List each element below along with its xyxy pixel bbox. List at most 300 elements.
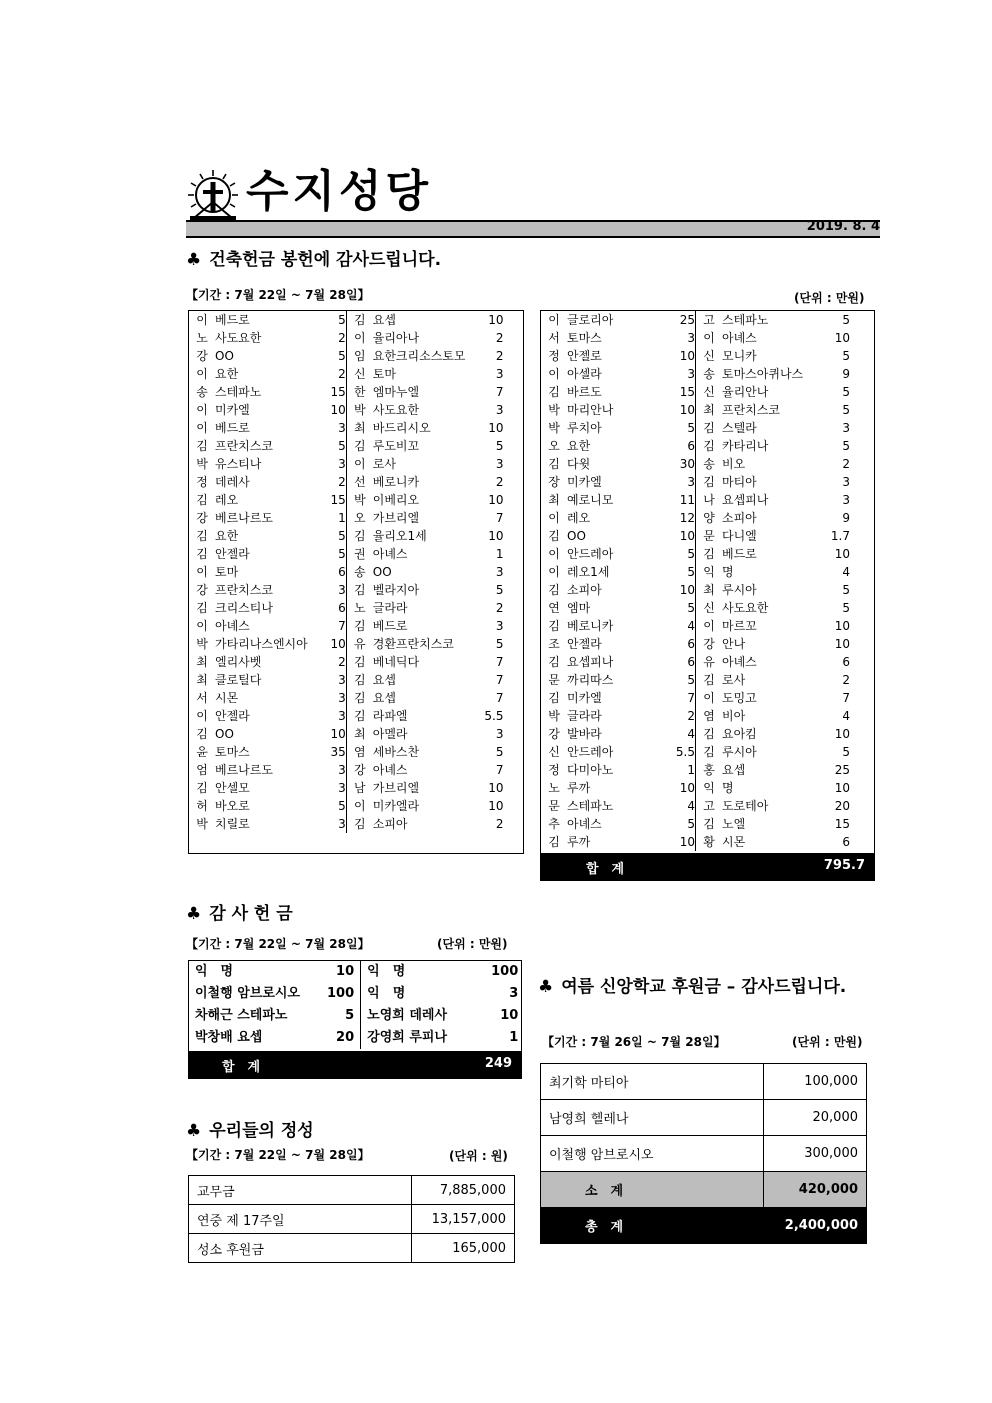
donor-amount: 10 — [679, 349, 695, 363]
donor-surname: 김 — [196, 493, 208, 507]
donor-surname: 김 — [346, 437, 373, 455]
donor-surname: 최 — [346, 725, 373, 743]
donor-amount: 3 — [338, 421, 346, 435]
donor-surname: 신 — [696, 599, 723, 617]
donor-baptismal-name: 요셉피나 — [722, 493, 769, 507]
donor-surname: 박 — [196, 637, 208, 651]
devotion-amount: 7,885,000 — [412, 1176, 515, 1205]
donor-surname: 김 — [696, 743, 723, 761]
donor-baptismal-name: 아셀라 — [567, 367, 602, 381]
donor-baptismal-name: 라파엘 — [372, 709, 408, 723]
donor-surname: 강 — [548, 727, 560, 741]
donor-amount: 5 — [495, 637, 504, 651]
donor-row — [189, 455, 504, 473]
donor-baptismal-name: 베로니카 — [567, 619, 614, 633]
donor-baptismal-name: 율리오1세 — [372, 529, 427, 543]
donor-surname: 이 — [696, 329, 723, 347]
donor-amount: 3 — [687, 475, 695, 489]
donor-baptismal-name: 스테파노 — [722, 313, 769, 327]
offering-amount: 10 — [336, 964, 355, 979]
sponsor-row — [541, 1064, 867, 1100]
donor-row — [541, 689, 850, 707]
donor-baptismal-name: 아멜라 — [372, 727, 408, 741]
donor-row — [541, 743, 850, 761]
donor-surname: 양 — [696, 509, 723, 527]
donor-baptismal-name: 요한 — [215, 529, 239, 543]
offering-row — [189, 1027, 524, 1049]
donor-baptismal-name: 아녜스 — [722, 655, 757, 669]
donor-amount: 3 — [338, 763, 346, 777]
donor-amount: 5.5 — [484, 709, 504, 723]
donor-baptismal-name: 치릴로 — [215, 817, 250, 831]
donor-baptismal-name: 마리안나 — [567, 403, 614, 417]
donor-amount: 4 — [842, 565, 850, 579]
donor-baptismal-name: 루도비꼬 — [372, 439, 420, 453]
summer-school-unit: (단위 : 만원) — [792, 1035, 863, 1049]
donor-surname: 송 — [696, 455, 723, 473]
donor-amount: 4 — [687, 619, 695, 633]
donor-baptismal-name: 노엘 — [722, 817, 746, 831]
donor-baptismal-name: 이베리오 — [372, 493, 420, 507]
sponsor-row — [541, 1100, 867, 1136]
donor-amount: 2 — [338, 655, 346, 669]
donor-surname: 이 — [346, 329, 373, 347]
donor-amount: 5 — [338, 547, 346, 561]
donor-baptismal-name: 루치아 — [567, 421, 602, 435]
donor-surname: 김 — [696, 437, 723, 455]
donor-baptismal-name: 명 — [722, 565, 734, 579]
donor-amount: 10 — [488, 781, 504, 795]
donor-amount: 6 — [338, 565, 346, 579]
donor-row — [541, 725, 850, 743]
donor-baptismal-name: 가브리엘 — [372, 781, 420, 795]
donor-baptismal-name: 요한 — [215, 367, 239, 381]
donor-surname: 임 — [346, 347, 373, 365]
building-fund-period: 【기간 : 7월 22일 ~ 7월 28일】 — [186, 288, 370, 302]
donor-row — [541, 437, 850, 455]
donor-baptismal-name: 안젤로 — [567, 349, 602, 363]
donor-surname: 강 — [196, 583, 208, 597]
donor-baptismal-name: 베드로 — [722, 547, 757, 561]
donor-amount: 5 — [687, 565, 695, 579]
building-fund-title-text: 건축헌금 봉헌에 감사드립니다. — [209, 250, 442, 270]
club-icon: ♣ — [186, 1121, 202, 1141]
donor-baptismal-name: 경환프란치스코 — [372, 637, 454, 651]
donor-amount: 6 — [687, 439, 695, 453]
building-fund-total-value: 795.7 — [823, 858, 865, 873]
donor-surname: 김 — [696, 473, 723, 491]
sponsor-name: 남영희 헬레나 — [541, 1100, 764, 1136]
donor-amount: 5 — [842, 745, 850, 759]
donor-surname: 김 — [196, 727, 208, 741]
donor-surname: 노 — [548, 781, 560, 795]
donor-baptismal-name: 베드로 — [215, 421, 250, 435]
donor-surname: 박 — [196, 817, 208, 831]
sponsor-amount: 300,000 — [764, 1136, 867, 1172]
donor-baptismal-name: 미카엘 — [567, 691, 602, 705]
donor-amount: 5 — [338, 313, 346, 327]
donor-amount: 3 — [495, 727, 504, 741]
donor-row — [189, 401, 504, 419]
donor-surname: 이 — [196, 421, 208, 435]
donor-amount: 25 — [679, 313, 695, 327]
donor-surname: 오 — [346, 509, 373, 527]
donor-row — [189, 617, 504, 635]
donor-surname: 엄 — [196, 763, 208, 777]
donor-baptismal-name: 토마스 — [567, 331, 602, 345]
donor-baptismal-name: 바드리시오 — [372, 421, 431, 435]
donor-baptismal-name: 클로틸다 — [215, 673, 262, 687]
donor-row — [541, 401, 850, 419]
donor-amount: 2 — [495, 475, 504, 489]
offering-name: 박창배 요셉 — [195, 1030, 263, 1045]
donor-surname: 신 — [696, 347, 723, 365]
thanks-offering-title — [186, 899, 293, 924]
donor-amount: 1.7 — [830, 529, 850, 543]
donor-amount: 6 — [687, 637, 695, 651]
donor-amount: 2 — [338, 475, 346, 489]
donor-amount: 10 — [834, 619, 850, 633]
donor-row — [541, 455, 850, 473]
donor-baptismal-name: 레오 — [567, 511, 591, 525]
donor-surname: 이 — [696, 689, 723, 707]
donor-amount: 15 — [330, 385, 346, 399]
donor-surname: 이 — [696, 617, 723, 635]
donor-surname: 김 — [346, 527, 373, 545]
donor-amount: 10 — [488, 493, 504, 507]
offering-name: 이철행 암브로시오 — [195, 986, 300, 1001]
donor-baptismal-name: 사도요한 — [215, 331, 262, 345]
donor-row — [189, 653, 504, 671]
bulletin-date: 2019. 8. 4 — [806, 219, 880, 234]
donor-surname: 김 — [696, 671, 723, 689]
devotion-row — [189, 1205, 515, 1234]
donor-amount: 5 — [495, 583, 504, 597]
donor-amount: 9 — [842, 367, 850, 381]
building-fund-right-table — [541, 311, 850, 851]
donor-baptismal-name: 사도요한 — [722, 601, 769, 615]
donor-baptismal-name: 다니엘 — [722, 529, 757, 543]
donor-row — [541, 797, 850, 815]
donor-surname: 강 — [196, 511, 208, 525]
donor-amount: 5 — [687, 673, 695, 687]
donor-surname: 나 — [696, 491, 723, 509]
donor-amount: 5 — [842, 403, 850, 417]
donor-baptismal-name: 엘리사벳 — [215, 655, 262, 669]
donor-amount: 20 — [834, 799, 850, 813]
donor-baptismal-name: 마티아 — [722, 475, 757, 489]
donor-surname: 김 — [196, 529, 208, 543]
donor-surname: 정 — [548, 349, 560, 363]
donor-amount: 7 — [842, 691, 850, 705]
donor-surname: 김 — [196, 547, 208, 561]
donor-amount: 7 — [495, 655, 504, 669]
thanks-offering-table — [189, 961, 524, 1049]
donor-row — [189, 725, 504, 743]
donor-baptismal-name: 스테파노 — [215, 385, 262, 399]
devotion-label: 연중 제 17주일 — [189, 1205, 412, 1234]
donor-baptismal-name: 바르도 — [567, 385, 602, 399]
donor-surname: 노 — [346, 599, 373, 617]
donor-surname: 이 — [196, 313, 208, 327]
donor-baptismal-name: 마르꼬 — [722, 619, 757, 633]
sponsor-amount: 20,000 — [764, 1100, 867, 1136]
donor-baptismal-name: 세바스찬 — [372, 745, 420, 759]
donor-row — [541, 761, 850, 779]
donor-baptismal-name: 요셉 — [372, 673, 396, 687]
donor-amount: 3 — [842, 493, 850, 507]
donor-baptismal-name: 요셉피나 — [567, 655, 614, 669]
donor-baptismal-name: 미카엘라 — [372, 799, 420, 813]
donor-amount: 10 — [679, 835, 695, 849]
donor-amount: 15 — [679, 385, 695, 399]
donor-baptismal-name: 데레사 — [215, 475, 250, 489]
donor-amount: 3 — [338, 691, 346, 705]
donor-row — [541, 617, 850, 635]
donor-baptismal-name: 안나 — [722, 637, 746, 651]
offering-name: 익 명 — [195, 964, 234, 979]
donor-surname: 문 — [548, 799, 560, 813]
offering-amount: 3 — [509, 986, 519, 1001]
donor-surname: 김 — [346, 671, 373, 689]
donor-surname: 신 — [696, 383, 723, 401]
donor-surname: 이 — [196, 565, 208, 579]
donor-surname: 김 — [196, 601, 208, 615]
donor-surname: 김 — [346, 707, 373, 725]
grand-total-row — [541, 1208, 867, 1244]
donor-baptismal-name: 루까 — [567, 835, 591, 849]
donor-baptismal-name: 사도요한 — [372, 403, 420, 417]
donor-surname: 홍 — [696, 761, 723, 779]
donor-baptismal-name: 글라라 — [372, 601, 408, 615]
donor-amount: 5 — [495, 439, 504, 453]
offering-name: 익 명 — [361, 983, 486, 1005]
donor-row — [189, 491, 504, 509]
donor-baptismal-name: 명 — [722, 781, 734, 795]
donor-surname: 김 — [346, 653, 373, 671]
donor-amount: 2 — [338, 331, 346, 345]
donor-amount: 2 — [495, 331, 504, 345]
donor-surname: 최 — [346, 419, 373, 437]
donor-row — [541, 671, 850, 689]
donor-amount: 6 — [842, 835, 850, 849]
donor-baptismal-name: 엠마 — [567, 601, 591, 615]
donor-amount: 25 — [834, 763, 850, 777]
donor-surname: 박 — [346, 491, 373, 509]
donor-amount: 7 — [495, 673, 504, 687]
donor-row — [189, 599, 504, 617]
donor-row — [541, 329, 850, 347]
donor-row — [189, 473, 504, 491]
donor-baptismal-name: 비아 — [722, 709, 746, 723]
donor-baptismal-name: 유스티나 — [215, 457, 262, 471]
donor-baptismal-name: 미카엘 — [567, 475, 602, 489]
donor-baptismal-name: 요한크리소스토모 — [372, 349, 466, 363]
donor-baptismal-name: 시몬 — [722, 835, 746, 849]
offering-amount: 100 — [327, 986, 355, 1001]
donor-amount: 3 — [338, 457, 346, 471]
donor-amount: 3 — [842, 475, 850, 489]
donor-baptismal-name: 글로리아 — [567, 313, 614, 327]
donor-amount: 5 — [687, 817, 695, 831]
donor-row — [189, 419, 504, 437]
donor-baptismal-name: OO — [215, 727, 234, 741]
offering-name: 노영희 데레사 — [361, 1005, 486, 1027]
donor-amount: 30 — [679, 457, 695, 471]
donor-amount: 10 — [330, 727, 346, 741]
donor-baptismal-name: 가타리나스엔시아 — [215, 637, 308, 651]
donor-amount: 5 — [687, 547, 695, 561]
donor-amount: 12 — [679, 511, 695, 525]
donor-baptismal-name: 크리스티나 — [215, 601, 273, 615]
donor-amount: 10 — [834, 547, 850, 561]
donor-baptismal-name: 아녜스 — [372, 547, 408, 561]
devotion-row — [189, 1176, 515, 1205]
donor-surname: 김 — [346, 689, 373, 707]
donor-baptismal-name: 루시아 — [722, 583, 757, 597]
our-devotion-period: 【기간 : 7월 22일 ~ 7월 28일】 — [186, 1148, 370, 1162]
donor-row — [541, 473, 850, 491]
donor-amount: 10 — [488, 421, 504, 435]
donor-surname: 김 — [548, 385, 560, 399]
subtotal-label: 소 계 — [541, 1172, 764, 1208]
donor-baptismal-name: 토마 — [215, 565, 239, 579]
donor-surname: 이 — [548, 547, 560, 561]
donor-amount: 1 — [687, 763, 695, 777]
our-devotion-table — [188, 1175, 515, 1263]
donor-amount: 5 — [687, 601, 695, 615]
donor-amount: 7 — [495, 511, 504, 525]
donor-amount: 6 — [338, 601, 346, 615]
donor-surname: 김 — [548, 655, 560, 669]
donor-amount: 10 — [834, 637, 850, 651]
donor-surname: 박 — [548, 403, 560, 417]
donor-surname: 김 — [346, 815, 373, 833]
donor-baptismal-name: 요셉 — [722, 763, 746, 777]
donor-row — [541, 509, 850, 527]
donor-amount: 6 — [842, 655, 850, 669]
offering-name: 강영희 루피나 — [361, 1027, 486, 1049]
donor-row — [189, 311, 504, 329]
donor-surname: 서 — [196, 691, 208, 705]
donor-amount: 3 — [842, 421, 850, 435]
donor-baptismal-name: 프란치스코 — [215, 583, 273, 597]
donor-baptismal-name: 베로니카 — [372, 475, 420, 489]
donor-amount: 15 — [834, 817, 850, 831]
summer-school-title — [538, 972, 846, 997]
subtotal-row — [541, 1172, 867, 1208]
devotion-label: 교무금 — [189, 1176, 412, 1205]
donor-amount: 3 — [495, 457, 504, 471]
donor-baptismal-name: 아녜스 — [372, 763, 408, 777]
donor-surname: 김 — [696, 815, 723, 833]
devotion-amount: 13,157,000 — [412, 1205, 515, 1234]
donor-surname: 정 — [196, 475, 208, 489]
donor-baptismal-name: 토마스 — [215, 745, 250, 759]
offering-amount: 10 — [500, 1008, 519, 1023]
donor-baptismal-name: 아녜스 — [215, 619, 250, 633]
donor-baptismal-name: 안젤라 — [215, 547, 250, 561]
donor-surname: 선 — [346, 473, 373, 491]
our-devotion-unit: (단위 : 원) — [449, 1149, 508, 1163]
donor-amount: 5.5 — [675, 745, 695, 759]
donor-surname: 송 — [196, 385, 208, 399]
donor-surname: 추 — [548, 817, 560, 831]
donor-amount: 35 — [330, 745, 346, 759]
donor-surname: 서 — [548, 331, 560, 345]
donor-amount: 15 — [330, 493, 346, 507]
donor-baptismal-name: 벨라지아 — [372, 583, 420, 597]
donor-baptismal-name: 루시아 — [722, 745, 757, 759]
donor-row — [189, 689, 504, 707]
donor-amount: 7 — [687, 691, 695, 705]
donor-amount: 4 — [687, 727, 695, 741]
donor-row — [541, 833, 850, 851]
offering-row — [189, 961, 524, 983]
donor-row — [541, 545, 850, 563]
donor-amount: 7 — [495, 691, 504, 705]
donor-surname: 최 — [696, 581, 723, 599]
donor-baptismal-name: 안젤라 — [567, 637, 602, 651]
thanks-offering-title-text: 감 사 헌 금 — [209, 904, 293, 924]
donor-surname: 유 — [346, 635, 373, 653]
donor-surname: 노 — [196, 331, 208, 345]
donor-amount: 6 — [687, 655, 695, 669]
donor-amount: 3 — [338, 673, 346, 687]
church-name: 수지성당 — [246, 166, 433, 217]
donor-surname: 익 — [696, 563, 723, 581]
building-fund-total-bar — [540, 853, 875, 881]
donor-row — [541, 311, 850, 329]
donor-baptismal-name: 도로테아 — [722, 799, 769, 813]
donor-amount: 2 — [495, 817, 504, 831]
donor-surname: 고 — [696, 311, 723, 329]
donor-baptismal-name: 도밍고 — [722, 691, 757, 705]
donor-amount: 7 — [338, 619, 346, 633]
donor-baptismal-name: 시몬 — [215, 691, 239, 705]
donor-row — [541, 581, 850, 599]
donor-baptismal-name: 안젤라 — [215, 709, 250, 723]
donor-baptismal-name: 레오 — [215, 493, 239, 507]
summer-school-table — [540, 1063, 867, 1244]
donor-surname: 황 — [696, 833, 723, 851]
donor-surname: 이 — [196, 403, 208, 417]
donor-surname: 박 — [548, 421, 560, 435]
donor-surname: 박 — [548, 709, 560, 723]
donor-amount: 3 — [687, 331, 695, 345]
building-fund-title — [186, 245, 441, 270]
donor-surname: 김 — [696, 419, 723, 437]
donor-amount: 10 — [330, 403, 346, 417]
donor-surname: 강 — [346, 761, 373, 779]
donor-surname: 문 — [548, 673, 560, 687]
donor-baptismal-name: 다윗 — [567, 457, 591, 471]
donor-surname: 김 — [548, 583, 560, 597]
donor-amount: 3 — [495, 367, 504, 381]
donor-amount: 7 — [495, 385, 504, 399]
donor-baptismal-name: 요셉 — [372, 691, 396, 705]
donor-baptismal-name: 베르나르도 — [215, 511, 273, 525]
donor-surname: 이 — [548, 565, 560, 579]
donor-surname: 이 — [548, 511, 560, 525]
donor-baptismal-name: OO — [372, 565, 392, 579]
donor-row — [541, 779, 850, 797]
thanks-offering-total-bar — [188, 1051, 522, 1079]
donor-baptismal-name: 다미아노 — [567, 763, 614, 777]
offering-row — [189, 983, 524, 1005]
donor-baptismal-name: 아녜스 — [567, 817, 602, 831]
donor-baptismal-name: 율리아나 — [372, 331, 420, 345]
